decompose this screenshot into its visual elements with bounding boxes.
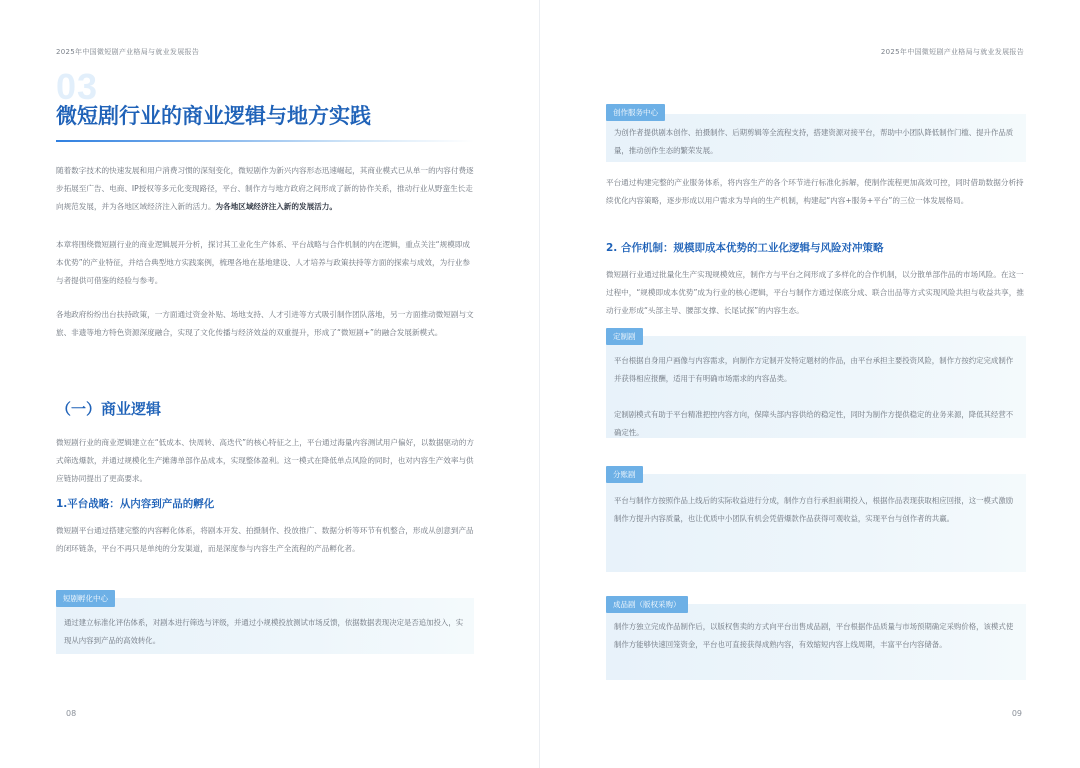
section-heading-business-logic: （一）商业逻辑 [56, 400, 162, 418]
intro-paragraph-1: 随着数字技术的快速发展和用户消费习惯的深刻变化，微短剧作为新兴内容形态迅速崛起，其商业模式已从单一的内容付费逐步拓展至广告、电商、IP授权等多元化变现路径，平台、制作方与地方政府之间形成了新的协作关系，推动行业从野蛮生长走向规范发展，并为各地区域经济注入新的活力。为各地区域经济注入新的发展活力。 [56, 166, 474, 211]
subsection-heading-platform-strategy: 1.平台战略：从内容到产品的孵化 [56, 498, 215, 510]
revenue-share-drama-card [606, 470, 1026, 572]
platform-strategy-paragraph: 微短剧平台通过搭建完整的内容孵化体系，将剧本开发、拍摄制作、投放推广、数据分析等环节有机整合，形成从创意到产品的闭环链条，平台不再只是单纯的分发渠道，而是深度参与内容生产全流程的产品孵化者。 [56, 526, 474, 553]
card-body: 通过建立标准化评估体系，对剧本进行筛选与评级，并通过小规模投放测试市场反馈，依据数据表现决定是否追加投入，实现从内容到产品的高效转化。 [64, 618, 464, 645]
intro-emphasis: 为各地区域经济注入新的发展活力。 [215, 202, 337, 211]
running-head-right: 2025年中国微短剧产业格局与就业发展报告 [880, 48, 1024, 56]
intro-paragraph-2: 本章将围绕微短剧行业的商业逻辑展开分析，探讨其工业化生产体系、平台战略与合作机制的内在逻辑，重点关注“规模即成本优势”的产业特征，并结合典型地方实践案例，梳理各地在基地建设、人才培养与政策扶持等方面的探索与成效，为行业参与者提供可借鉴的经验与参考。 [56, 240, 470, 285]
cooperation-paragraph: 微短剧行业通过批量化生产实现规模效应，制作方与平台之间形成了多样化的合作机制，以分散单部作品的市场风险。在这一过程中，“规模即成本优势”成为行业的核心逻辑，平台与制作方通过保底分成、联合出品等方式实现风险共担与收益共享，推动行业形成“头部主导、腰部支撑、长尾试探”的内容生态。 [606, 270, 1024, 315]
page-number-right: 09 [1011, 709, 1022, 718]
card-body-1: 平台根据自身用户画像与内容需求，向制作方定制开发特定题材的作品，由平台承担主要投资风险，制作方按约定完成制作并获得相应报酬，适用于有明确市场需求的内容品类。 [614, 356, 1014, 383]
card-body-2: 定制剧模式有助于平台精准把控内容方向，保障头部内容供给的稳定性，同时为制作方提供稳定的业务来源，降低其经营不确定性。 [614, 410, 1014, 437]
card-tag: 定制剧 [606, 328, 643, 345]
right-page [540, 0, 1080, 768]
chapter-number: 03 [56, 66, 99, 107]
card-tag: 短剧孵化中心 [56, 590, 115, 607]
card-tag: 分账剧 [606, 466, 643, 483]
card-body: 平台与制作方按照作品上线后的实际收益进行分成，制作方自行承担前期投入，根据作品表现获取相应回报，这一模式激励制作方提升内容质量，也让优质中小团队有机会凭借爆款作品获得可观收益，实现平台与创作者的共赢。 [614, 496, 1014, 523]
card-tag: 创作服务中心 [606, 104, 665, 121]
custom-drama-card [606, 332, 1026, 438]
card-body: 制作方独立完成作品制作后，以版权售卖的方式向平台出售成品剧，平台根据作品质量与市场预期确定采购价格，该模式使制作方能够快速回笼资金，平台也可直接获得成熟内容，有效缩短内容上线周期，丰富平台内容储备。 [614, 622, 1014, 649]
running-head-left: 2025年中国微短剧产业格局与就业发展报告 [56, 48, 200, 56]
intro-paragraph-3: 各地政府纷纷出台扶持政策，一方面通过资金补贴、场地支持、人才引进等方式吸引制作团队落地，另一方面推动微短剧与文旅、非遗等地方特色资源深度融合，实现了文化传播与经济效益的双重提升，形成了“微短剧+”的融合发展新模式。 [56, 310, 474, 337]
incubation-center-card [56, 594, 474, 654]
section-intro-paragraph: 微短剧行业的商业逻辑建立在“低成本、快周转、高迭代”的核心特征之上，平台通过海量内容测试用户偏好，以数据驱动的方式筛选爆款，并通过规模化生产摊薄单部作品成本，实现整体盈利。这一模式在降低单点风险的同时，也对内容生产效率与供应链协同提出了更高要求。 [56, 438, 474, 483]
service-system-paragraph: 平台通过构建完整的产业服务体系，将内容生产的各个环节进行标准化拆解，使制作流程更加高效可控，同时借助数据分析持续优化内容策略，逐步形成以用户需求为导向的生产机制，构建起“内容+服务+平台”的三位一体发展格局。 [606, 178, 1024, 205]
subsection-heading-cooperation: 2. 合作机制：规模即成本优势的工业化逻辑与风险对冲策略 [606, 242, 884, 254]
card-body: 为创作者提供剧本创作、拍摄制作、后期剪辑等全流程支持，搭建资源对接平台，帮助中小团队降低制作门槛、提升作品质量，推动创作生态的繁荣发展。 [614, 128, 1014, 155]
page-number-left: 08 [66, 709, 77, 718]
chapter-title: 微短剧行业的商业逻辑与地方实践 [56, 104, 371, 128]
card-tag: 成品剧（版权采购） [606, 596, 688, 613]
creation-service-card [606, 108, 1026, 162]
finished-drama-card [606, 600, 1026, 680]
title-divider [56, 140, 474, 142]
